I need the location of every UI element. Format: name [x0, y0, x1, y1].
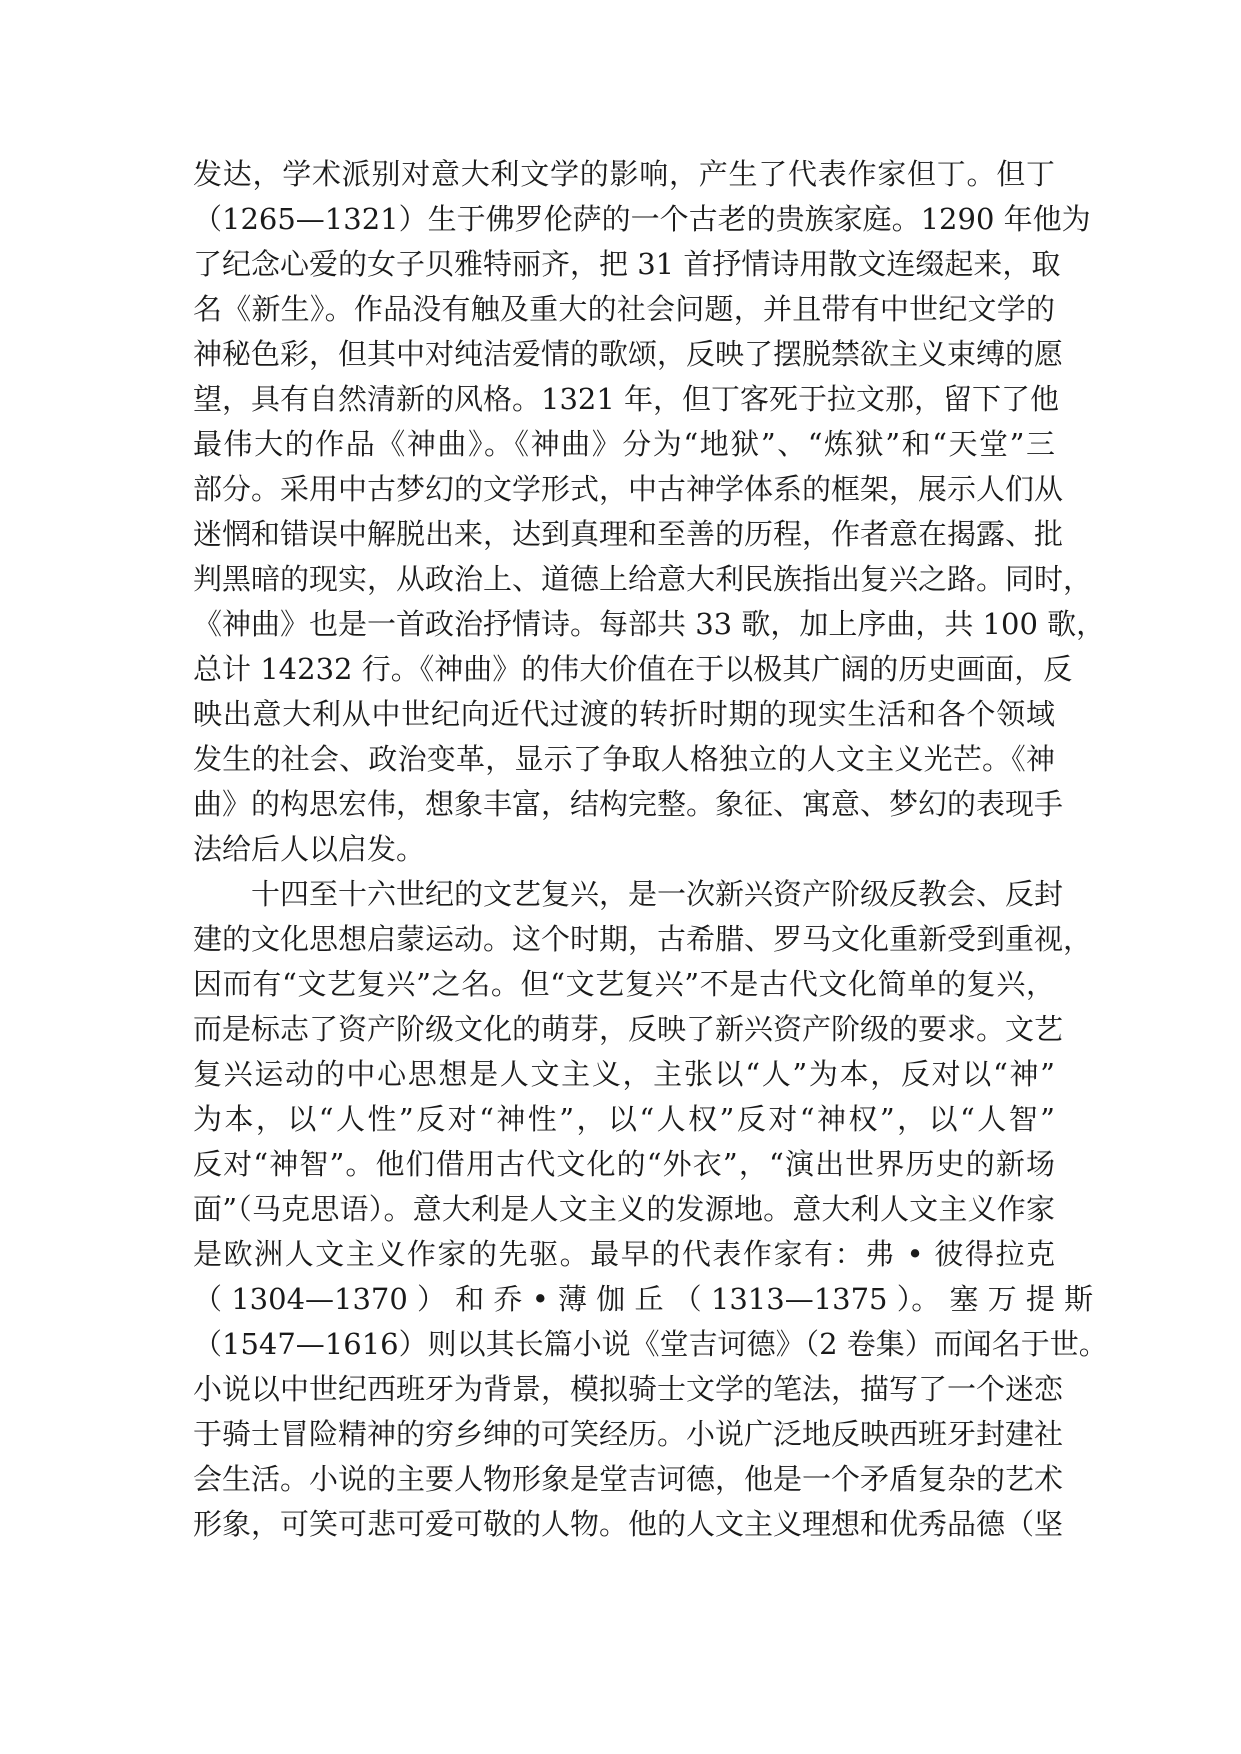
text-line: 发生的社会、政治变革，显示了争取人格独立的人文主义光芒。《神	[193, 742, 1055, 776]
text-line: （1265—1321）生于佛罗伦萨的一个古老的贵族家庭。1290 年他为	[193, 202, 1091, 236]
text-line: 曲》的构思宏伟，想象丰富，结构完整。象征、寓意、梦幻的表现手	[193, 787, 1064, 821]
text-line: 于骑士冒险精神的穷乡绅的可笑经历。小说广泛地反映西班牙封建社	[193, 1417, 1064, 1451]
text-line: 映出意大利从中世纪向近代过渡的转折时期的现实生活和各个领域	[193, 697, 1055, 731]
text-line: 因而有“文艺复兴”之名。但“文艺复兴”不是古代文化简单的复兴，	[193, 967, 1055, 1001]
text-line: 十四至十六世纪的文艺复兴，是一次新兴资产阶级反教会、反封	[251, 877, 1064, 911]
text-line: 《神曲》也是一首政治抒情诗。每部共 33 歌，加上序曲，共 100 歌，	[193, 607, 1106, 641]
text-line: 总计 14232 行。《神曲》的伟大价值在于以极其广阔的历史画面，反	[193, 652, 1073, 686]
text-line: 反对“神智”。他们借用古代文化的“外衣”，“演出世界历史的新场	[193, 1147, 1055, 1181]
paragraph-renaissance	[193, 872, 1108, 1547]
text-line: 法给后人以启发。	[193, 832, 426, 866]
text-line: （1547—1616）则以其长篇小说《堂吉诃德》（2 卷集）而闻名于世。	[193, 1327, 1108, 1361]
text-line: （ 1304—1370 ） 和 乔 • 薄 伽 丘 （ 1313—1375 ）。 塞 万 提 斯	[193, 1282, 1094, 1316]
text-line: 形象，可笑可悲可爱可敬的人物。他的人文主义理想和优秀品德（坚	[193, 1507, 1064, 1541]
text-line: 是欧洲人文主义作家的先驱。最早的代表作家有：弗 • 彼得拉克	[193, 1237, 1055, 1271]
text-line: 小说以中世纪西班牙为背景，模拟骑士文学的笔法，描写了一个迷恋	[193, 1372, 1064, 1406]
text-line: 发达，学术派别对意大利文学的影响，产生了代表作家但丁。但丁	[193, 157, 1055, 191]
text-line: 部分。采用中古梦幻的文学形式，中古神学体系的框架，展示人们从	[193, 472, 1064, 506]
text-line: 神秘色彩，但其中对纯洁爱情的歌颂，反映了摆脱禁欲主义束缚的愿	[193, 337, 1064, 371]
body-text	[193, 152, 1108, 1547]
text-line: 最伟大的作品《神曲》。《神曲》分为“地狱”、“炼狱”和“天堂”三	[193, 427, 1055, 461]
text-line: 会生活。小说的主要人物形象是堂吉诃德，他是一个矛盾复杂的艺术	[193, 1462, 1064, 1496]
text-line: 面”（马克思语）。意大利是人文主义的发源地。意大利人文主义作家	[193, 1192, 1055, 1226]
text-line: 了纪念心爱的女子贝雅特丽齐，把 31 首抒情诗用散文连缀起来，取	[193, 247, 1061, 281]
text-line: 名《新生》。作品没有触及重大的社会问题，并且带有中世纪文学的	[193, 292, 1055, 326]
text-line: 建的文化思想启蒙运动。这个时期，古希腊、罗马文化重新受到重视，	[193, 922, 1093, 956]
text-line: 判黑暗的现实，从政治上、道德上给意大利民族指出复兴之路。同时，	[193, 562, 1093, 596]
text-line: 而是标志了资产阶级文化的萌芽，反映了新兴资产阶级的要求。文艺	[193, 1012, 1064, 1046]
text-line: 为本，以“人性”反对“神性”，以“人权”反对“神权”，以“人智”	[193, 1102, 1055, 1136]
text-line: 迷惘和错误中解脱出来，达到真理和至善的历程，作者意在揭露、批	[193, 517, 1064, 551]
paragraph-dante	[193, 152, 1106, 872]
text-line: 望，具有自然清新的风格。1321 年，但丁客死于拉文那，留下了他	[193, 382, 1060, 416]
text-line: 复兴运动的中心思想是人文主义，主张以“人”为本，反对以“神”	[193, 1057, 1055, 1091]
